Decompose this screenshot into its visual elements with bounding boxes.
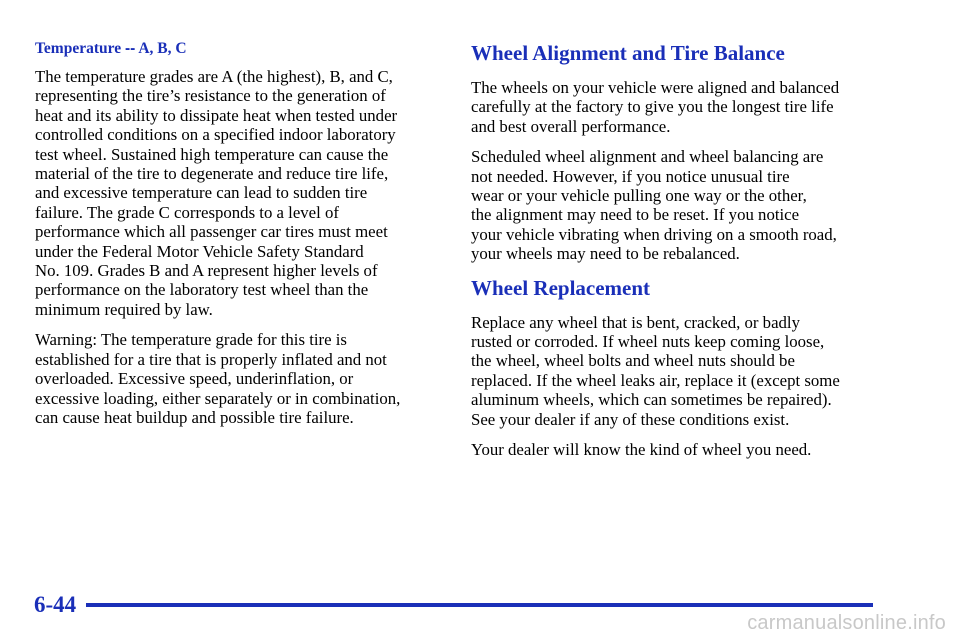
watermark: carmanualsonline.info [747,612,946,634]
replacement-paragraph: Replace any wheel that is bent, cracked, or badly rusted or corroded. If wheel nuts keep coming loose, the wheel, wheel bolts and wheel nuts should be replaced. If the wheel leaks air, replace it (except some aluminum wheels, which can sometimes be repaired). See your dealer if any of these conditions exist. [471,312,840,429]
footer-divider [86,603,873,607]
alignment-schedule-paragraph: Scheduled wheel alignment and wheel balancing are not needed. However, if you notice unusual tire wear or your vehicle pulling one way or the other, the alignment may need to be reset. If you notice your vehicle vibrating when driving on a smooth road, your wheels may need to be rebalanced. [471,147,837,264]
dealer-paragraph: Your dealer will know the kind of wheel you need. [471,440,812,460]
page-number: 6-44 [34,592,77,617]
wheel-alignment-heading: Wheel Alignment and Tire Balance [471,41,785,65]
subheading-grades: A, B, C [138,40,187,57]
wheel-replacement-heading: Wheel Replacement [471,275,651,300]
alignment-intro-paragraph: The wheels on your vehicle were aligned and balanced carefully at the factory to give you the longest tire life and best overall performance. [471,78,840,136]
left-column [35,40,435,438]
temperature-warning-paragraph: Warning: The temperature grade for this tire is established for a tire that is properly inflated and not overloaded. Excessive speed, underinflation, or excessive loading, either separately or in combination, can cause heat buildup and possible tire failure. [35,330,401,427]
temperature-grades-paragraph: The temperature grades are A (the highest), B, and C, representing the tire’s resistance to the generation of heat and its ability to dissipate heat when tested under controlled conditions on a specified indoor laboratory test wheel. Sustained high temperature can cause the material of the tire to degenerate and reduce tire life, and excessive temperature can lead to sudden tire failure. The grade C corresponds to a level of performance which all passenger car tires must meet under the Federal Motor Vehicle Safety Standard No. 109. Grades B and A represent higher levels of performance on the laboratory test wheel than the minimum required by law. [35,67,398,319]
right-column [471,40,871,471]
subheading-label: Temperature [35,40,122,57]
subheading-dash: -- [124,40,136,57]
temperature-subheading [35,40,435,58]
